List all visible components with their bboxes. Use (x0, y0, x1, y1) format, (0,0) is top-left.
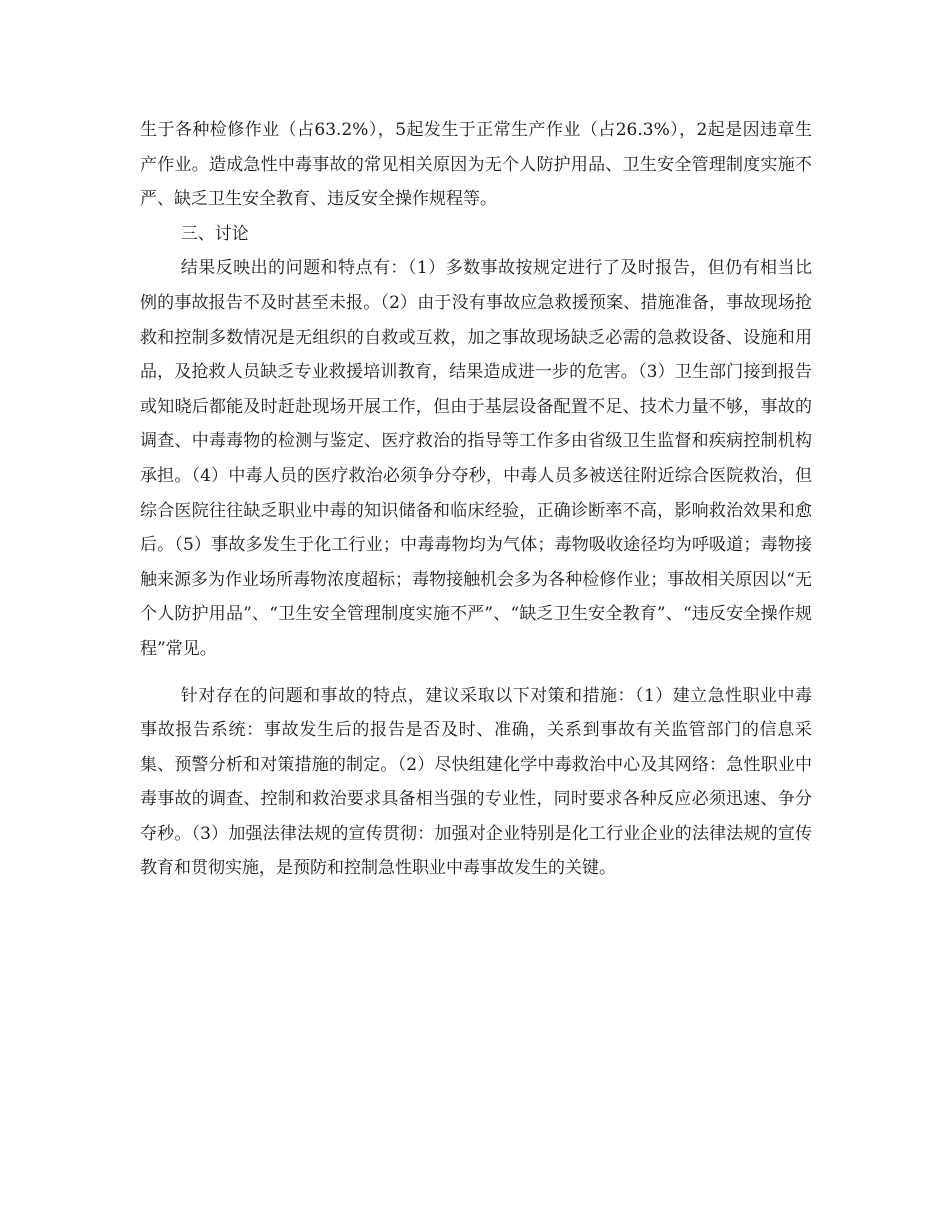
section-heading-discussion: 三、讨论 (180, 223, 249, 244)
results-paragraph-continued: 生于各种检修作业（占63.2%），5起发生于正常生产作业（占26.3%），2起是因违章生产作业。造成急性中毒事故的常见相关原因为无个人防护用品、卫生安全管理制度实施不严、缺乏卫生安全教育、违反安全操作规程等。 (140, 120, 812, 210)
discussion-paragraph-measures: 针对存在的问题和事故的特点，建议采取以下对策和措施：（1）建立急性职业中毒事故报告系统：事故发生后的报告是否及时、准确，关系到事故有关监管部门的信息采集、预警分析和对策措施的制定。（2）尽快组建化学中毒救治中心及其网络：急性职业中毒事故的调查、控制和救治要求具备相当强的专业性，同时要求各种反应必须迅速、争分夺秒。（3）加强法律法规的宣传贯彻：加强对企业特别是化工行业企业的法律法规的宣传教育和贯彻实施，是预防和控制急性职业中毒事故发生的关键。 (140, 685, 812, 879)
discussion-paragraph-problems: 结果反映出的问题和特点有：（1）多数事故按规定进行了及时报告，但仍有相当比例的事故报告不及时甚至未报。（2）由于没有事故应急救援预案、措施准备，事故现场抢救和控制多数情况是无组织的自救或互救，加之事故现场缺乏必需的急救设备、设施和用品，及抢救人员缺乏专业救援培训教育，结果造成进一步的危害。（3）卫生部门接到报告或知晓后都能及时赶赴现场开展工作，但由于基层设备配置不足、技术力量不够，事故的调查、中毒毒物的检测与鉴定、医疗救治的指导等工作多由省级卫生监督和疾病控制机构承担。（4）中毒人员的医疗救治必须争分夺秒，中毒人员多被送往附近综合医院救治，但综合医院往往缺乏职业中毒的知识储备和临床经验，正确诊断率不高，影响救治效果和愈后。（5）事故多发生于化工行业；中毒毒物均为气体；毒物吸收途径均为呼吸道；毒物接触来源多为作业场所毒物浓度超标；毒物接触机会多为各种检修作业；事故相关原因以“无个人防护用品”、“卫生安全管理制度实施不严”、“缺乏卫生安全教育”、“违反安全操作规程”常见。 (140, 258, 812, 659)
document-body (140, 113, 812, 886)
